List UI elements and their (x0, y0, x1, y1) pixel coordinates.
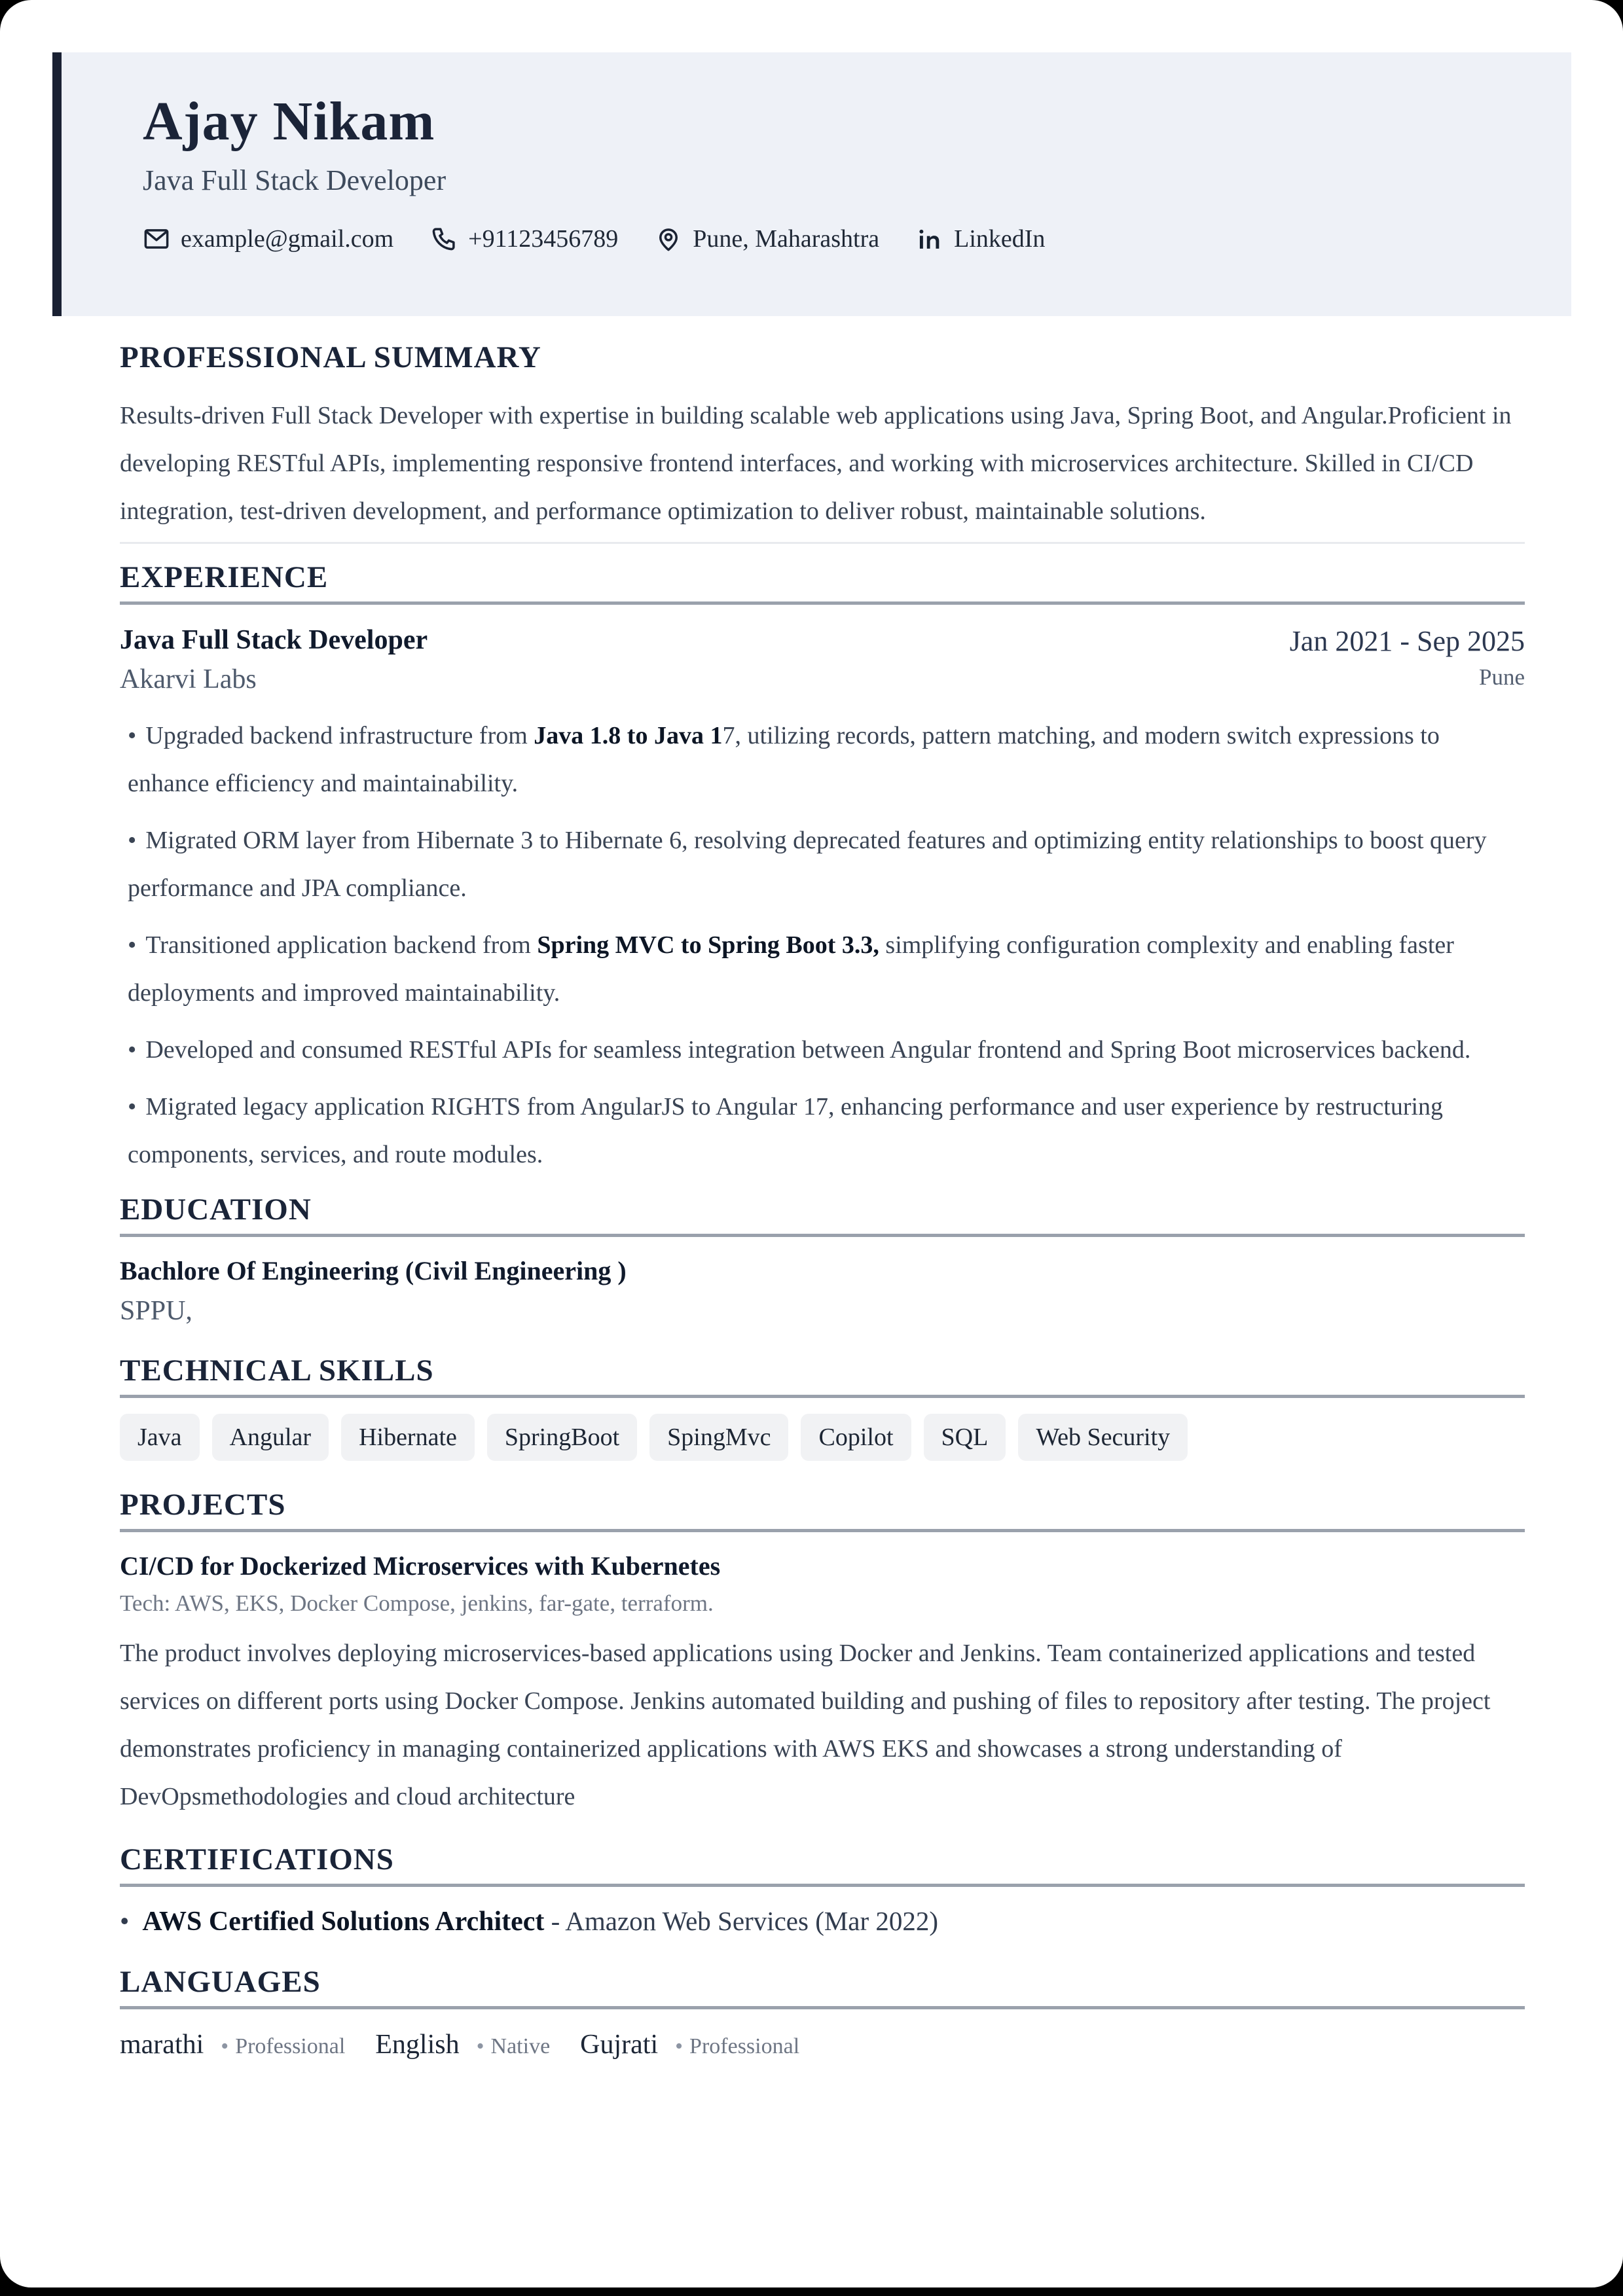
language-item (120, 2029, 345, 2060)
experience-bullet (128, 1083, 1525, 1179)
section-education (120, 1192, 1525, 1327)
job-role: Java Full Stack Developer (120, 625, 428, 655)
summary-divider (120, 542, 1525, 544)
languages-title-rule (120, 2006, 1525, 2009)
contact-email-label: example@gmail.com (181, 225, 394, 253)
candidate-name: Ajay Nikam (143, 91, 435, 152)
skill-chip: SpringBoot (487, 1414, 637, 1461)
language-item (580, 2029, 799, 2060)
experience-bullet (128, 712, 1525, 808)
contact-email[interactable] (143, 224, 393, 253)
experience-bullet (128, 922, 1525, 1017)
language-item (375, 2029, 550, 2060)
section-languages (120, 1964, 1525, 2060)
certifications-title-rule (120, 1884, 1525, 1887)
job-dates: Jan 2021 - Sep 2025 (1289, 625, 1525, 657)
job-header (120, 624, 1525, 695)
project-description: The product involves deploying microservices-based applications using Docker and Jenkins. Team containerized applications and tested services on different ports using Docker Compose. Jenkins automated building and pushing of files to repository after testing. The project demonstrates proficiency in managing containerized applications with AWS EKS and showcases a strong understanding of DevOpsmethodologies and cloud architecture (120, 1640, 1491, 1810)
bullet-marker: • (128, 1093, 137, 1121)
dot-separator: • (675, 2034, 684, 2058)
skills-section-title: TECHNICAL SKILLS (120, 1354, 434, 1388)
contact-linkedin-label: LinkedIn (954, 225, 1046, 253)
section-certifications (120, 1842, 1525, 1937)
project-tech-stack: Tech: AWS, EKS, Docker Compose, jenkins, far-gate, terraform. (120, 1590, 714, 1616)
bullet-marker: • (128, 827, 137, 854)
languages-section-title: LANGUAGES (120, 1965, 321, 1999)
experience-section-title: EXPERIENCE (120, 560, 329, 594)
languages-row (120, 2029, 1525, 2060)
skill-chip: Copilot (801, 1414, 911, 1461)
bullet-text-bold: Java 1.8 to Java 1 (534, 722, 723, 749)
language-name: marathi (120, 2030, 204, 2060)
job-header-right (1290, 624, 1525, 695)
bullet-text: Developed and consumed RESTful APIs for seamless integration between Angular frontend and Spring Boot microservices backend. (145, 1036, 1471, 1064)
experience-title-rule (120, 601, 1525, 605)
bullet-marker: • (128, 1036, 137, 1064)
projects-title-rule (120, 1529, 1525, 1532)
bullet-text: Migrated ORM layer from Hibernate 3 to Hibernate 6, resolving deprecated features and optimizing entity relationships to boost query performance and JPA compliance. (128, 827, 1487, 902)
projects-section-title: PROJECTS (120, 1488, 286, 1522)
contact-location (655, 224, 879, 253)
language-name: Gujrati (580, 2030, 659, 2060)
bullet-marker: • (128, 931, 137, 959)
bullet-text: simplifying configuration complexity and enabling faster deployments and improved maintainability. (128, 931, 1454, 1007)
bullet-text: Migrated legacy application RIGHTS from AngularJS to Angular 17, enhancing performance and user experience by restructuring components, services, and route modules. (128, 1093, 1444, 1168)
section-experience (120, 560, 1525, 1179)
language-name: English (375, 2030, 460, 2060)
contact-row (143, 224, 1545, 253)
education-title-rule (120, 1234, 1525, 1237)
bullet-text: Transitioned application backend from (145, 931, 538, 959)
linkedin-icon (916, 225, 943, 253)
contact-phone-label: +91123456789 (468, 225, 619, 253)
dot-separator: • (221, 2034, 229, 2058)
certification-name: AWS Certified Solutions Architect (142, 1907, 545, 1937)
email-icon (143, 225, 170, 253)
experience-bullet (128, 1026, 1525, 1074)
dot-separator: • (476, 2034, 484, 2058)
summary-text: Results-driven Full Stack Developer with expertise in building scalable web applications using Java, Spring Boot, and Angular.Proficient in developing RESTful APIs, implementing responsive frontend interfaces, and working with microservices architecture. Skilled in CI/CD integration, test-driven development, and performance optimization to deliver robust, maintainable solutions. (120, 402, 1512, 525)
skill-chip: SpingMvc (649, 1414, 788, 1461)
header (52, 52, 1571, 316)
contact-phone (430, 224, 618, 253)
bullet-marker: • (128, 722, 137, 749)
experience-bullet (128, 817, 1525, 912)
project-name: CI/CD for Dockerized Microservices with Kubernetes (120, 1551, 721, 1581)
resume-body (120, 340, 1525, 2060)
section-projects (120, 1487, 1525, 1821)
skill-chip: Hibernate (341, 1414, 475, 1461)
skill-chip: Java (120, 1414, 200, 1461)
job-header-left (120, 624, 428, 695)
language-level: Native (490, 2034, 551, 2058)
bullet-text-bold: Spring MVC to Spring Boot 3.3, (537, 931, 879, 959)
skill-chip: SQL (924, 1414, 1006, 1461)
language-level: Professional (235, 2034, 346, 2058)
bullet-text: Upgraded backend infrastructure from (145, 722, 534, 749)
summary-section-title: PROFESSIONAL SUMMARY (120, 340, 541, 374)
candidate-job-title: Java Full Stack Developer (143, 164, 447, 197)
education-school: SPPU, (120, 1296, 192, 1326)
certifications-section-title: CERTIFICATIONS (120, 1842, 394, 1876)
contact-location-label: Pune, Maharashtra (693, 225, 880, 253)
language-level: Professional (689, 2034, 800, 2058)
skills-chip-row (120, 1414, 1525, 1461)
location-pin-icon (655, 225, 682, 253)
contact-linkedin[interactable] (916, 224, 1045, 253)
skill-chip: Angular (212, 1414, 329, 1461)
experience-bullets (120, 712, 1525, 1179)
education-section-title: EDUCATION (120, 1193, 312, 1227)
certification-item (120, 1905, 1525, 1937)
skills-title-rule (120, 1395, 1525, 1398)
section-summary (120, 340, 1525, 544)
bullet-marker: • (120, 1906, 130, 1936)
skill-chip: Web Security (1018, 1414, 1188, 1461)
certification-issuer: - Amazon Web Services (Mar 2022) (544, 1906, 939, 1936)
education-degree: Bachlore Of Engineering (Civil Engineering ) (120, 1256, 627, 1285)
job-location: Pune (1479, 664, 1525, 690)
phone-icon (430, 225, 458, 253)
bullet-text: 7, utilizing records, pattern matching, and modern switch expressions to enhance efficiency and maintainability. (128, 722, 1440, 797)
section-skills (120, 1353, 1525, 1461)
job-company: Akarvi Labs (120, 664, 257, 694)
